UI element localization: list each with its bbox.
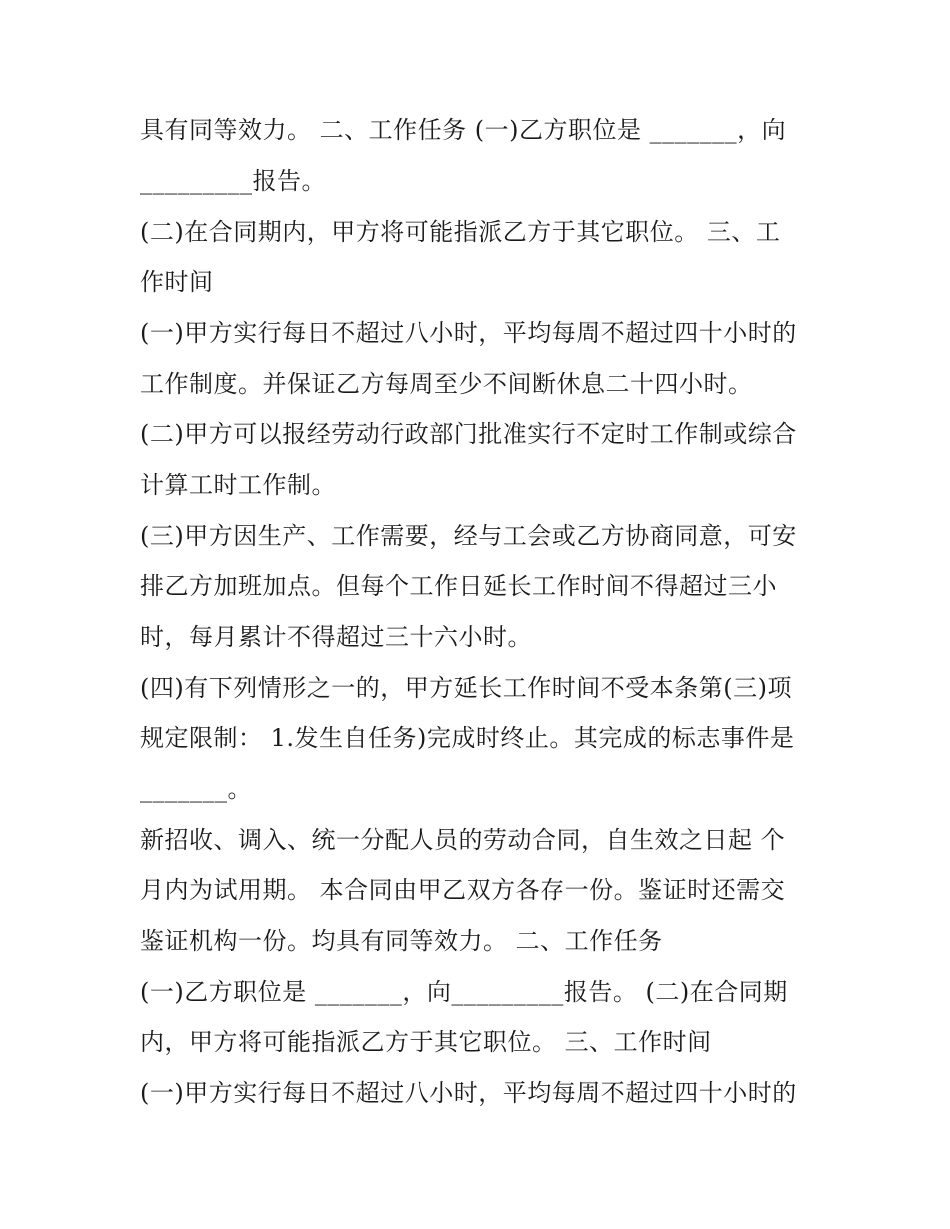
text-line: (一)甲方实行每日不超过八小时，平均每周不超过四十小时的 (140, 1079, 797, 1107)
text-line: 新招收、调入、统一分配人员的劳动合同，自生效之日起 个 (140, 826, 786, 854)
text-line: (二)甲方可以报经劳动行政部门批准实行不定时工作制或综合 (140, 420, 797, 448)
text-line: _________报告。 (140, 167, 326, 195)
text-line: 内，甲方将可能指派乙方于其它职位。 三、工作时间 (140, 1028, 712, 1056)
text-line: 作时间 (140, 268, 214, 296)
text-line: (二)在合同期内，甲方将可能指派乙方于其它职位。 三、工 (140, 218, 781, 246)
text-line: _______。 (140, 775, 252, 803)
text-line: 规定限制： 1.发生自任务)完成时终止。其完成的标志事件是 (140, 724, 795, 752)
text-line: 工作制度。并保证乙方每周至少不间断休息二十四小时。 (140, 370, 753, 398)
text-line: (三)甲方因生产、工作需要，经与工会或乙方协商同意，可安 (140, 522, 797, 550)
text-line: (一)乙方职位是 _______，向_________报告。 (二)在合同期 (140, 978, 788, 1006)
text-line: 鉴证机构一份。均具有同等效力。 二、工作任务 (140, 927, 663, 955)
text-line: (一)甲方实行每日不超过八小时，平均每周不超过四十小时的 (140, 319, 797, 347)
text-line: 计算工时工作制。 (140, 471, 336, 499)
text-line: 具有同等效力。 二、工作任务 (一)乙方职位是 _______，向 (140, 116, 787, 144)
text-line: (四)有下列情形之一的，甲方延长工作时间不受本条第(三)项 (140, 674, 792, 702)
text-line: 排乙方加班加点。但每个工作日延长工作时间不得超过三小 (140, 572, 777, 600)
text-line: 月内为试用期。 本合同由甲乙双方各存一份。鉴证时还需交 (140, 876, 786, 904)
text-line: 时，每月累计不得超过三十六小时。 (140, 623, 532, 651)
